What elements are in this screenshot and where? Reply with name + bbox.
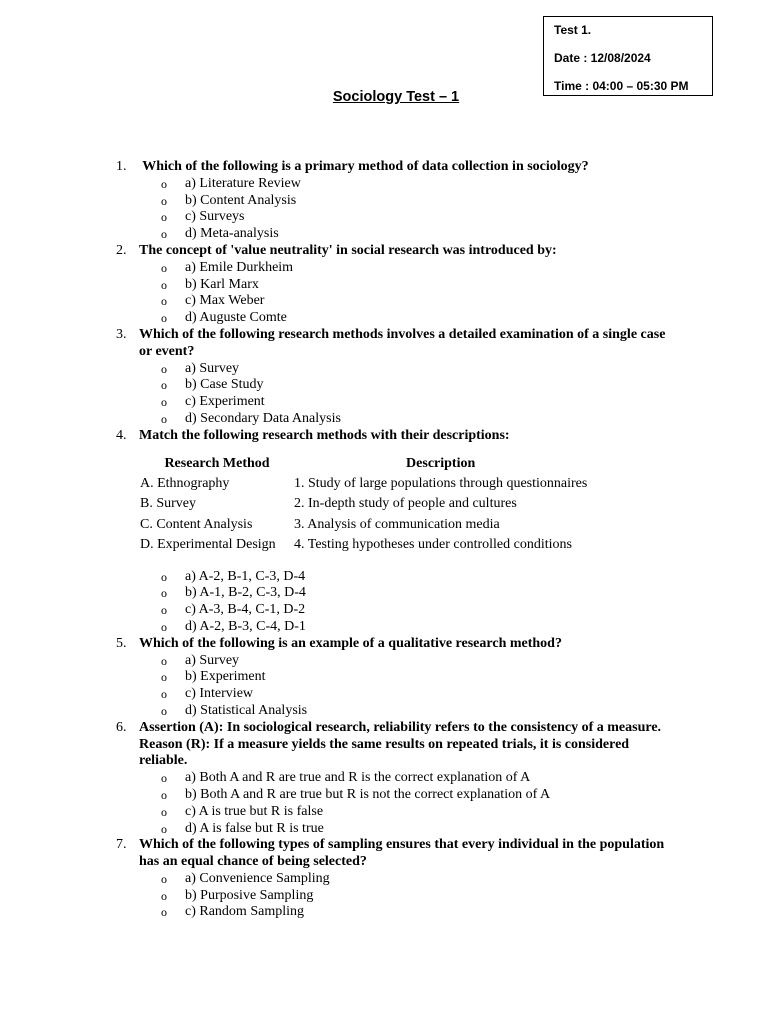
option-item: [0, 310, 768, 327]
bullet-icon: o: [161, 260, 167, 275]
question-1: [0, 159, 768, 243]
bullet-icon: o: [161, 176, 167, 191]
option-item: [0, 377, 768, 394]
option-text: d) A is false but R is true: [185, 820, 324, 836]
bullet-icon: o: [161, 804, 167, 819]
option-item: [0, 871, 768, 888]
option-item: [0, 904, 768, 921]
column-header-method: Research Method: [164, 456, 270, 472]
option-item: [0, 653, 768, 670]
description-cell: 4. Testing hypotheses under controlled conditions: [294, 537, 572, 553]
bullet-icon: o: [161, 787, 167, 802]
option-item: [0, 770, 768, 787]
column-header-description: Description: [406, 456, 476, 472]
test-info-box: [543, 16, 713, 96]
option-list: [0, 569, 768, 636]
bullet-icon: o: [161, 703, 167, 718]
bullet-icon: o: [161, 905, 167, 920]
bullet-icon: o: [161, 277, 167, 292]
option-text: b) A-1, B-2, C-3, D-4: [185, 585, 306, 601]
option-text: b) Content Analysis: [185, 192, 297, 208]
option-text: d) Secondary Data Analysis: [185, 410, 341, 426]
option-item: [0, 226, 768, 243]
option-text: d) Statistical Analysis: [185, 702, 308, 718]
option-item: [0, 176, 768, 193]
question-text: The concept of 'value neutrality' in social research was introduced by:: [139, 242, 557, 258]
table-row: [140, 535, 587, 556]
bullet-icon: o: [161, 569, 167, 584]
option-text: d) Auguste Comte: [185, 310, 287, 326]
test-label: Test 1.: [554, 23, 592, 37]
option-item: [0, 193, 768, 210]
question-text: Assertion (A): In sociological research, reliability refers to the consistency of a measure. Reason (R): If a measure yields the same results on repeated trials, it is considered reliable.: [139, 719, 662, 769]
option-text: b) Purposive Sampling: [185, 887, 314, 903]
question-6: [0, 720, 768, 838]
option-text: c) Max Weber: [185, 293, 265, 309]
option-item: [0, 394, 768, 411]
bullet-icon: o: [161, 670, 167, 685]
page-title: Sociology Test – 1: [332, 89, 460, 105]
option-list: [0, 770, 768, 837]
option-list: [0, 176, 768, 243]
option-item: [0, 821, 768, 838]
option-text: a) Both A and R are true and R is the correct explanation of A: [185, 770, 531, 786]
question-text: Which of the following is an example of a qualitative research method?: [139, 635, 562, 651]
bullet-icon: o: [161, 619, 167, 634]
bullet-icon: o: [161, 411, 167, 426]
option-text: b) Case Study: [185, 377, 264, 393]
option-item: [0, 411, 768, 428]
bullet-icon: o: [161, 294, 167, 309]
option-text: c) A-3, B-4, C-1, D-2: [185, 602, 306, 618]
bullet-icon: o: [161, 311, 167, 326]
table-header-row: [140, 455, 587, 474]
question-3: [0, 327, 768, 428]
bullet-icon: o: [161, 888, 167, 903]
bullet-icon: o: [161, 378, 167, 393]
question-text: Which of the following types of sampling ensures that every individual in the population has an equal chance of being selected?: [139, 837, 665, 870]
option-text: a) A-2, B-1, C-3, D-4: [185, 568, 306, 584]
option-list: [0, 361, 768, 428]
method-cell: C. Content Analysis: [140, 516, 253, 532]
bullet-icon: o: [161, 821, 167, 836]
question-number: 7.: [116, 837, 127, 853]
option-item: [0, 293, 768, 310]
option-text: a) Survey: [185, 652, 240, 668]
description-cell: 2. In-depth study of people and cultures: [294, 496, 517, 512]
option-text: a) Survey: [185, 360, 240, 376]
table-row: [140, 474, 587, 495]
question-list: [0, 159, 768, 921]
option-text: b) Experiment: [185, 669, 266, 685]
option-text: a) Convenience Sampling: [185, 870, 330, 886]
match-table: [140, 455, 587, 556]
option-list: [0, 260, 768, 327]
bullet-icon: o: [161, 210, 167, 225]
table-row: [140, 515, 587, 536]
question-2: [0, 243, 768, 327]
option-text: c) Random Sampling: [185, 904, 304, 920]
test-date: Date : 12/08/2024: [554, 51, 651, 65]
question-text: Which of the following is a primary method of data collection in sociology?: [139, 159, 589, 174]
question-number: 2.: [116, 242, 127, 258]
description-cell: 3. Analysis of communication media: [294, 516, 500, 532]
description-cell: 1. Study of large populations through questionnaires: [294, 475, 588, 491]
option-item: [0, 703, 768, 720]
option-text: b) Karl Marx: [185, 276, 259, 292]
bullet-icon: o: [161, 871, 167, 886]
bullet-icon: o: [161, 227, 167, 242]
method-cell: A. Ethnography: [140, 475, 230, 491]
bullet-icon: o: [161, 687, 167, 702]
option-item: [0, 686, 768, 703]
question-text: Which of the following research methods involves a detailed examination of a single case or event?: [139, 326, 666, 359]
option-text: a) Emile Durkheim: [185, 259, 294, 275]
question-number: 6.: [116, 719, 127, 735]
bullet-icon: o: [161, 586, 167, 601]
option-item: [0, 787, 768, 804]
bullet-icon: o: [161, 395, 167, 410]
option-item: [0, 361, 768, 378]
option-item: [0, 602, 768, 619]
option-item: [0, 669, 768, 686]
option-list: [0, 653, 768, 720]
question-number: 5.: [116, 635, 127, 651]
option-item: [0, 260, 768, 277]
question-number: 3.: [116, 326, 127, 342]
method-cell: B. Survey: [140, 496, 196, 512]
question-number: 1.: [116, 159, 127, 174]
option-text: d) Meta-analysis: [185, 226, 279, 242]
option-item: [0, 888, 768, 905]
bullet-icon: o: [161, 361, 167, 376]
option-text: c) Interview: [185, 686, 254, 702]
option-item: [0, 804, 768, 821]
question-7: [0, 837, 768, 921]
method-cell: D. Experimental Design: [140, 537, 276, 553]
bullet-icon: o: [161, 603, 167, 618]
bullet-icon: o: [161, 193, 167, 208]
question-4: [0, 428, 768, 636]
option-item: [0, 209, 768, 226]
test-time: Time : 04:00 – 05:30 PM: [554, 79, 689, 93]
option-text: c) A is true but R is false: [185, 803, 324, 819]
question-text: Match the following research methods with their descriptions:: [139, 427, 510, 443]
option-item: [0, 619, 768, 636]
question-number: 4.: [116, 427, 127, 443]
bullet-icon: o: [161, 653, 167, 668]
question-5: [0, 636, 768, 720]
table-row: [140, 494, 587, 515]
option-text: c) Surveys: [185, 209, 245, 225]
option-item: [0, 277, 768, 294]
bullet-icon: o: [161, 771, 167, 786]
option-text: c) Experiment: [185, 394, 265, 410]
option-item: [0, 569, 768, 586]
option-list: [0, 871, 768, 921]
option-text: a) Literature Review: [185, 175, 301, 191]
option-text: b) Both A and R are true but R is not the correct explanation of A: [185, 786, 551, 802]
option-text: d) A-2, B-3, C-4, D-1: [185, 618, 306, 634]
option-item: [0, 585, 768, 602]
